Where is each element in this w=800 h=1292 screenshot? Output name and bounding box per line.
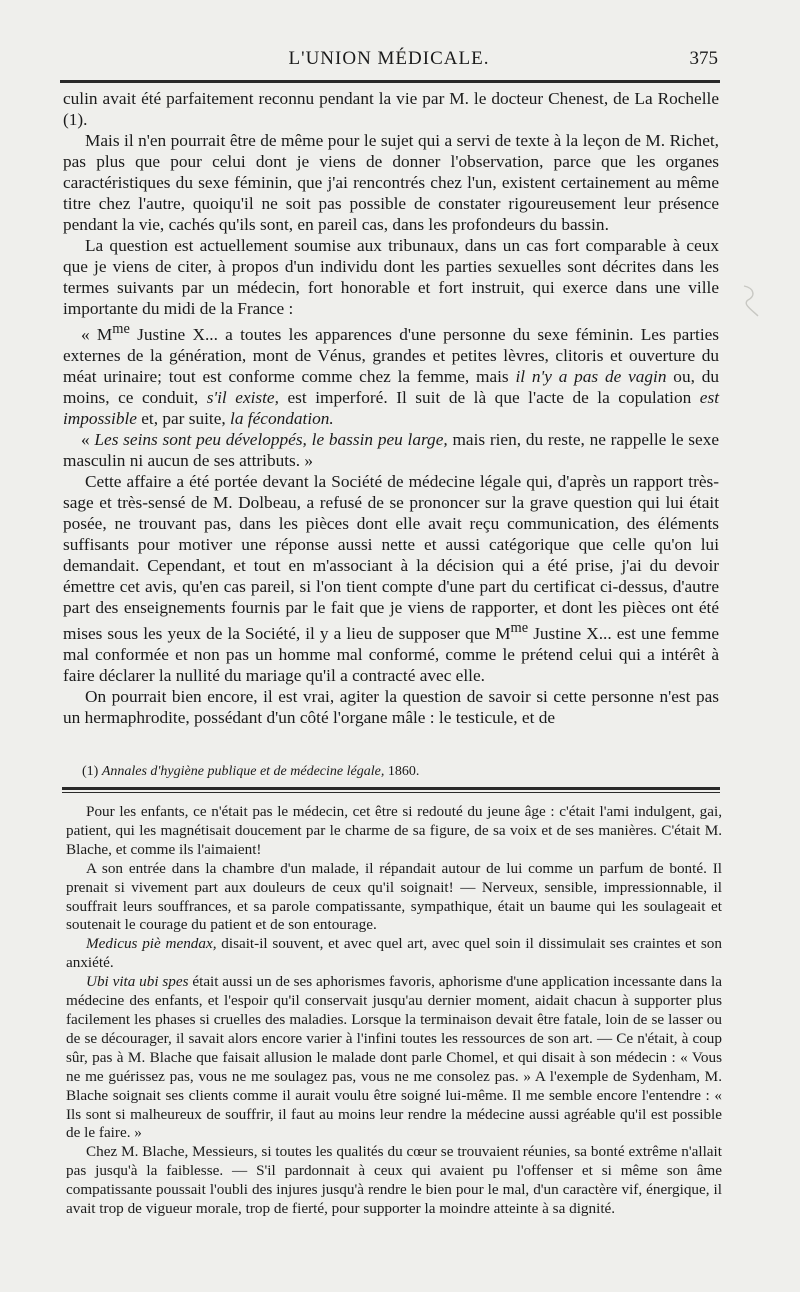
header-rule	[60, 80, 720, 83]
page-header	[60, 48, 718, 76]
latin-phrase: Ubi vita ubi spes	[86, 973, 189, 991]
section-rule	[62, 787, 720, 790]
quote-open: «	[81, 429, 95, 449]
quote-text: Justine X... a toutes les apparences d'une personne du sexe féminin. Les parties externes de la génération, mont de Vénus, grandes et petites lèvres, clitoris et ouverture du méat urinaire; tout est conforme comme chez la femme, mais	[63, 324, 720, 386]
quote-text: ou, du moins, ce conduit,	[63, 366, 720, 407]
page-number: 375	[689, 48, 718, 69]
footnote-text: Annales d'hygiène publique et de médecine légale,	[101, 764, 385, 779]
paragraph-text: Justine X... est une femme mal conformée et non pas un homme mal conformé, comme le prétend celui qui a intérêt à faire déclarer la nullité du mariage qu'il a contracté avec elle.	[63, 623, 719, 685]
abbrev-superscript: me	[510, 619, 529, 636]
paragraph	[66, 973, 722, 1143]
quote-italic: il n'y a pas de vagin	[515, 366, 667, 386]
paragraph: Chez M. Blache, Messieurs, si toutes les qualités du cœur se trouvaient réunies, sa bonté extrême n'allait pas jusqu'à la faiblesse. — S'il pardonnait à ceux qui avaient pu l'offenser et si même son âme compatissante poussait l'oubli des injures jusqu'à rendre le bien pour le mal, d'un caractère vif, énergique, il avait trop de vigueur morale, trop de fierté, pour supporter la moindre atteinte à sa dignité.	[66, 1143, 722, 1218]
footnote-year: 1860.	[384, 764, 420, 779]
abbrev-superscript: me	[112, 321, 130, 337]
feuilleton-text	[66, 803, 722, 1219]
paragraph: On pourrait bien encore, il est vrai, agiter la question de savoir si cette personne n'est pas un hermaphrodite, possédant d'un côté l'organe mâle : le testicule, et de	[63, 686, 719, 727]
paragraph: A son entrée dans la chambre d'un malade, il répandait autour de lui comme un parfum de bonté. Il prenait si vivement part aux douleurs de ceux qu'il soignait! — Nerveux, sensible, impressionnable, il souffrait leurs souffrances, et sa parole compatissante, sympathique, était un baume qui les soulageait et soutenait le courage du patient et de son entourage.	[66, 859, 722, 934]
paragraph: Mais il n'en pourrait être de même pour le sujet qui a servi de texte à la leçon de M. Richet, pas plus que pour celui dont je viens de donner l'observation, parce que les organes caractéristiques du sexe féminin, que j'ai rencontrés chez l'un, existent certainement au même titre chez l'autre, quoiqu'il ne soit pas possible de constater rigoureusement leur présence pendant la vie, cachés qu'ils sont, en pareil cas, dans les profondeurs du bassin.	[63, 131, 719, 234]
paragraph: La question est actuellement soumise aux tribunaux, dans un cas fort comparable à ceux que je viens de citer, à propos d'un individu dont les parties sexuelles sont décrites dans les termes suivants par un médecin, fort honorable et fort instruit, qui exerce dans une ville importante du midi de la France :	[63, 236, 719, 318]
quote-text: et, par suite,	[136, 408, 231, 428]
paragraph-text: disait-il souvent, et avec quel art, avec quel soin il dissimulait ses craintes et son anxiété.	[66, 935, 722, 972]
footnote	[82, 764, 722, 780]
pencil-scribble-icon	[738, 282, 764, 322]
running-title: L'UNION MÉDICALE.	[288, 48, 490, 69]
footnote-marker: (1)	[82, 764, 102, 779]
paragraph	[66, 935, 722, 973]
quotation-paragraph	[63, 319, 719, 429]
latin-phrase: Medicus piè mendax,	[86, 935, 217, 953]
paragraph-text: Cette affaire a été portée devant la Société de médecine légale qui, d'après un rapport très-sage et très-sensé de M. Dolbeau, a refusé de se prononcer sur la grave question qui lui était posée, ne trouvant pas, dans les pièces dont elle avait reçu communication, des éléments suffisants pour motiver une réponse aussi nette et aussi catégorique que celle qu'on lui demandait. Cependant, et tout en m'associant à la décision qui a été prise, j'ai du devoir émettre cet avis, qu'en cas pareil, si l'on tient compte d'une part du certificat ci-dessus, d'autre part des enseignements fournis par le fait que je viens de rapporter, et dont les pièces ont été mises sous les yeux de la Société, il y a lieu de supposer que M	[63, 471, 719, 643]
paragraph: culin avait été parfaitement reconnu pendant la vie par M. le docteur Chenest, de La Rochelle (1).	[63, 89, 719, 129]
quote-text: est imperforé. Il suit de là que l'acte de la copulation	[278, 387, 700, 407]
paragraph: Pour les enfants, ce n'était pas le médecin, cet être si redouté du jeune âge : c'était l'ami indulgent, gai, patient, qui les magnétisait doucement par le charme de sa figure, de sa voix et de ses manières. C'était M. Blache, et comme ils l'aimaient!	[66, 803, 722, 858]
quote-italic: est impossible	[63, 387, 719, 428]
quote-italic: s'il existe,	[206, 387, 279, 407]
quote-text: mais rien, du reste, ne rappelle le sexe masculin ni aucun de ses attributs. »	[63, 429, 720, 470]
section-rule	[62, 792, 720, 793]
margin-pencil-mark	[738, 282, 764, 322]
quote-italic: la fécondation.	[230, 408, 334, 428]
main-text	[63, 88, 719, 728]
quote-open: « M	[81, 324, 113, 344]
quote-italic: Les seins sont peu développés, le bassin peu large,	[94, 429, 448, 449]
paragraph	[63, 471, 719, 686]
quotation-paragraph	[63, 429, 719, 471]
paragraph-text: était aussi un de ses aphorismes favoris, aphorisme d'une application incessante dans la médecine des enfants, et l'espoir qu'il conservait jusqu'au dernier moment, aidait chacun à supporter plus facilement les phases si cruelles des maladies. Lorsque la terminaison devait être fatale, loin de se lasser ou de se décourager, il savait alors encore varier à l'infini toutes les ressources de son art. — Ce n'était, à coup sûr, pas à M. Blache que faisait allusion le malade dont parle Chomel, et qui disait à son médecin : « Vous ne me guérissez pas, vous ne me soulagez pas, vous ne me consolez pas. » A l'exemple de Sydenham, M. Blache soignait ses clients comme il aurait voulu être soigné lui-même. Il me semble encore l'entendre : « Ils sont si malheureux de souffrir, il faut au moins leur rendre la médecine aussi agréable qu'il est possible de le faire. »	[66, 973, 722, 1142]
